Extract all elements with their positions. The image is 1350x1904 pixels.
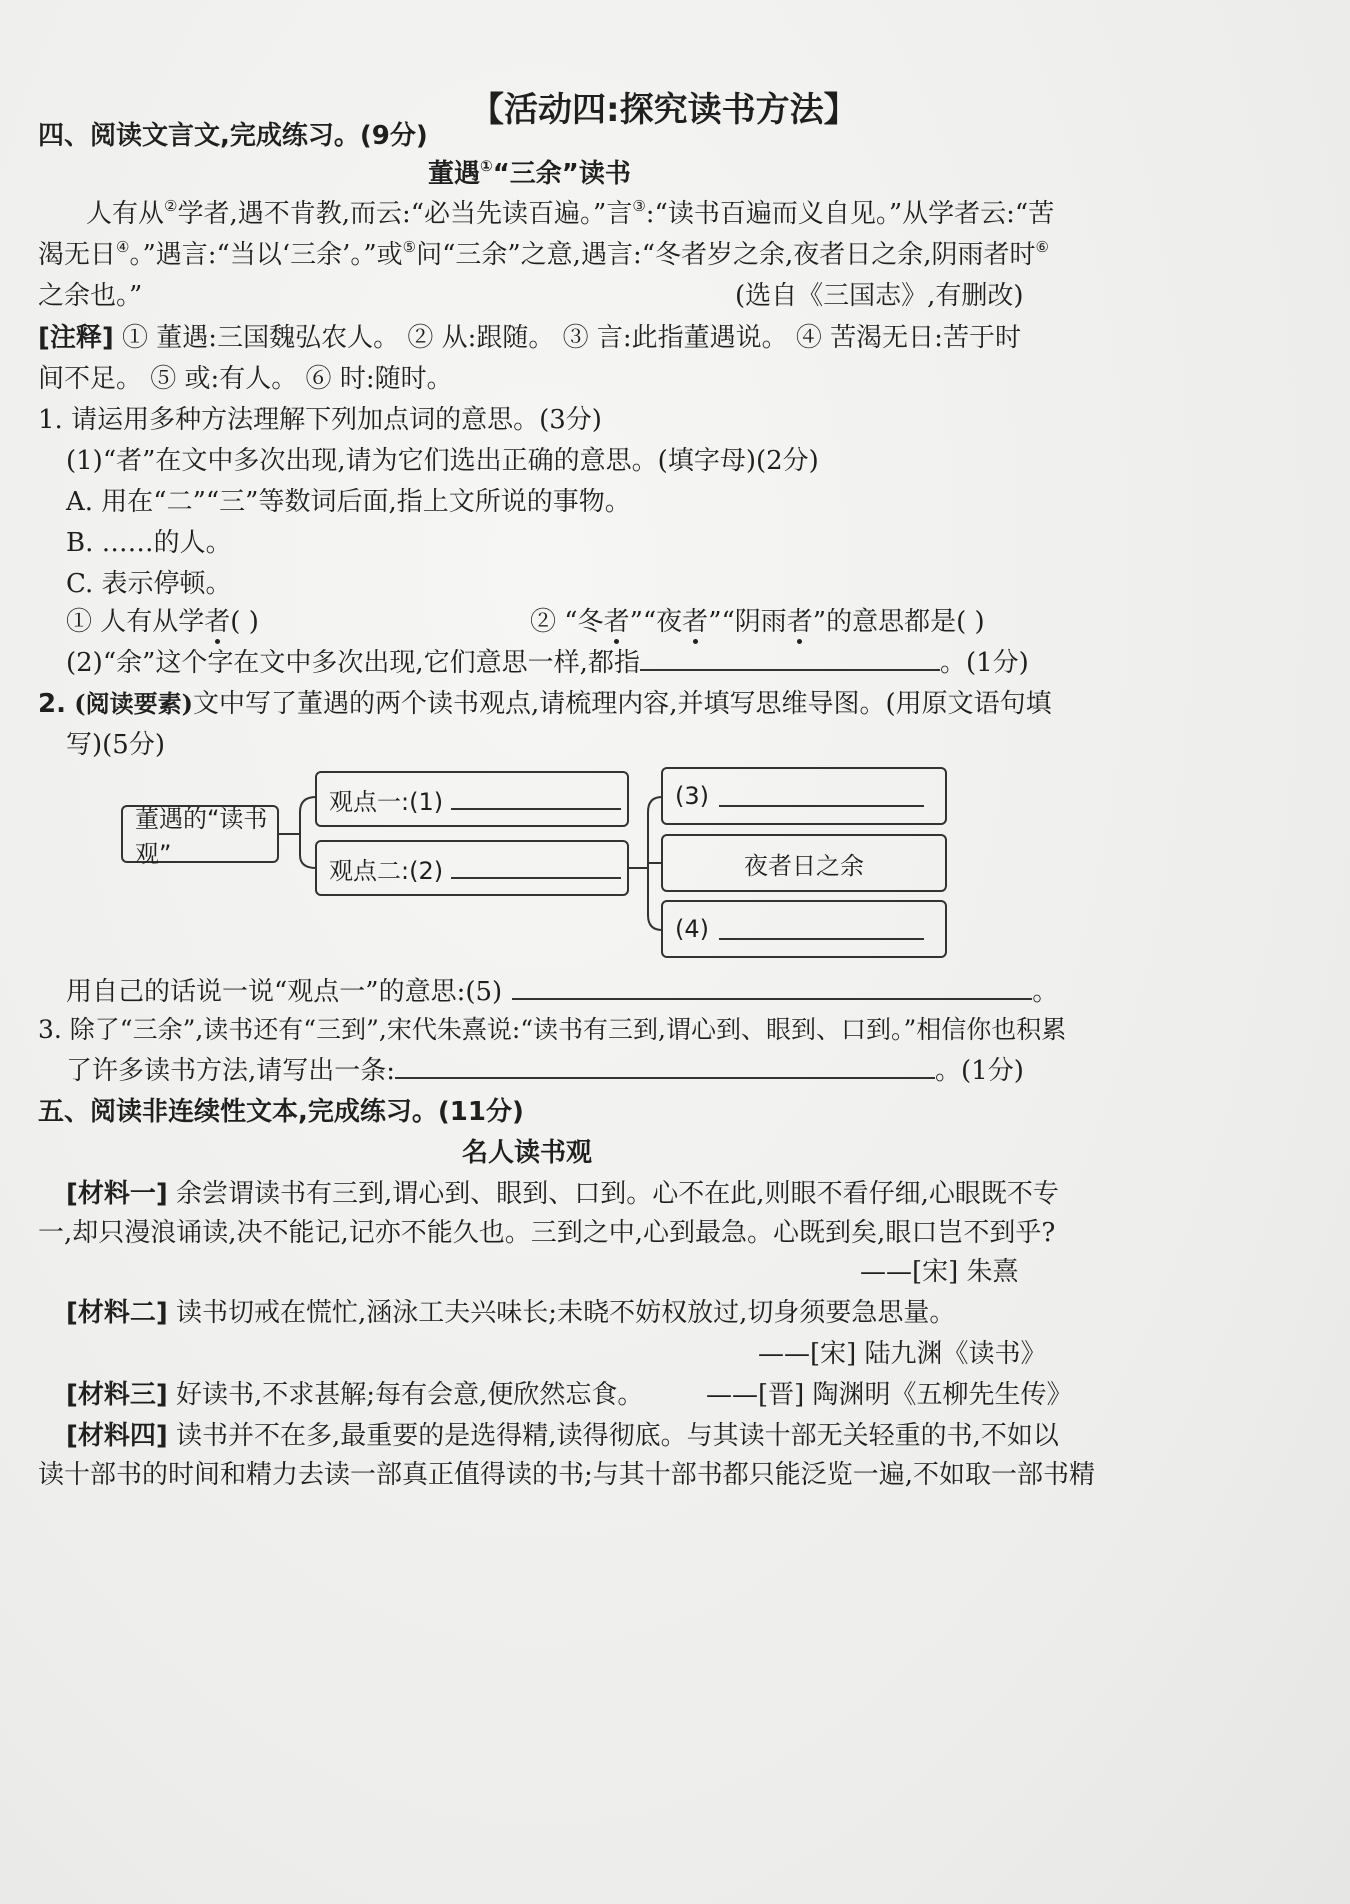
text: 用自己的话说一说“观点一”的意思:(5): [66, 977, 503, 1007]
text: 。(1分): [939, 648, 1029, 678]
material-label: [材料二]: [66, 1298, 168, 1328]
q1-option-c: C. 表示停顿。: [66, 569, 232, 599]
answer-blank[interactable]: [395, 1053, 935, 1079]
text: 。: [1032, 977, 1059, 1007]
text: 余尝谓读书有三到,谓心到、眼到、口到。心不在此,则眼不看仔细,心眼既不专: [176, 1179, 1059, 1209]
dotted-char: 者: [786, 607, 813, 637]
q3-line-2: [66, 1053, 1024, 1089]
material1-line-1: [66, 1176, 1059, 1212]
text: 。(1分): [935, 1056, 1024, 1086]
view2-label: 观点二:(2): [329, 856, 444, 885]
root-brace: [300, 797, 316, 868]
footnote-mark: ⑤: [402, 238, 417, 256]
dotted-char: 者: [682, 607, 709, 637]
text: :“读书百遍而义自见。”从学者云:“苦: [645, 199, 1055, 229]
branch4-label: (4): [675, 915, 709, 943]
q1-option-b: B. ……的人。: [66, 528, 232, 558]
material4-line-1: [66, 1418, 1059, 1454]
material-label: [材料四]: [66, 1421, 168, 1451]
footnote-mark: ①: [480, 157, 493, 175]
text: 学者,遇不肯教,而云:“必当先读百遍。”言: [177, 199, 633, 229]
text: 人有从: [86, 199, 165, 229]
material3-line-1: [66, 1377, 643, 1413]
material4-line-2: 读十部书的时间和精力去读一部真正值得读的书;与其十部书都只能泛览一遍,不如取一部书精: [38, 1460, 1096, 1490]
q2-own-words: [66, 974, 1058, 1010]
notes-label: [注释]: [38, 323, 114, 353]
notes-text: ① 董遇:三国魏弘农人。 ② 从:跟随。 ③ 言:此指董遇说。 ④ 苦渴无日:苦于时: [122, 323, 1021, 353]
mindmap-branch-4: [661, 900, 947, 958]
passage-title-tail: “三余”读书: [492, 159, 631, 189]
answer-blank[interactable]: [451, 857, 621, 879]
section5-title: 名人读书观: [462, 1138, 593, 1168]
footnote-mark: ⑥: [1035, 238, 1049, 256]
text: ”“阴雨: [708, 607, 787, 637]
section4-heading: 四、阅读文言文,完成练习。(9分): [38, 121, 428, 151]
text: ② “冬: [530, 607, 604, 637]
footnote-mark: ②: [164, 197, 178, 215]
q2-stem-line-2: 写)(5分): [66, 730, 165, 760]
q1-option-a: A. 用在“二”“三”等数词后面,指上文所说的事物。: [66, 487, 631, 517]
activity-title: 【活动四:探究读书方法】: [470, 90, 858, 130]
passage-title-main: 董遇: [428, 159, 481, 189]
dotted-char: 者: [603, 607, 630, 637]
answer-paren[interactable]: ( ): [230, 607, 259, 637]
material2-source: ——[宋] 陆九渊《读书》: [758, 1339, 1047, 1369]
material2-line-1: [66, 1295, 955, 1331]
footnote-mark: ③: [632, 197, 646, 215]
notes-line-2: 间不足。 ⑤ 或:有人。 ⑥ 时:随时。: [38, 364, 453, 394]
q1-stem: 1. 请运用多种方法理解下列加点词的意思。(3分): [38, 405, 602, 435]
text: 好读书,不求甚解;每有会意,便欣然忘食。: [176, 1380, 644, 1410]
mindmap-view1: [315, 771, 629, 827]
text: 渴无日: [38, 240, 117, 270]
text: (2)“余”这个字在文中多次出现,它们意思一样,都指: [66, 648, 640, 678]
answer-paren[interactable]: ”的意思都是( ): [812, 607, 985, 637]
view1-label: 观点一:(1): [329, 787, 444, 816]
passage-source: (选自《三国志》,有删改): [735, 281, 1024, 311]
dotted-char: 者: [204, 607, 231, 637]
answer-blank[interactable]: [719, 918, 924, 940]
q3-line-1: 3. 除了“三余”,读书还有“三到”,宋代朱熹说:“读书有三到,谓心到、眼到、口到。”相信你也积累: [38, 1015, 1067, 1044]
passage-line-3: 之余也。”: [38, 281, 143, 311]
branch3-label: (3): [675, 782, 709, 810]
text: 。”遇言:“当以‘三余’。”或: [129, 240, 403, 270]
material1-line-2: 一,却只漫浪诵读,决不能记,记亦不能久也。三到之中,心到最急。心既到矣,眼口岂不到乎?: [38, 1218, 1056, 1248]
q2-tag: (阅读要素): [74, 689, 193, 718]
text: ”“夜: [629, 607, 683, 637]
text: 文中写了董遇的两个读书观点,请梳理内容,并填写思维导图。(用原文语句填: [192, 689, 1052, 719]
mindmap-view2: [315, 840, 629, 896]
material-label: [材料一]: [66, 1179, 168, 1209]
material1-source: ——[宋] 朱熹: [860, 1257, 1019, 1287]
q2-number: 2.: [38, 689, 66, 719]
answer-blank[interactable]: [512, 974, 1032, 1000]
mindmap-branch-fixed: 夜者日之余: [661, 834, 947, 892]
text: 问“三余”之意,遇言:“冬者岁之余,夜者日之余,阴雨者时: [416, 240, 1036, 270]
text: ① 人有从学: [66, 607, 205, 637]
material3-source: ——[晋] 陶渊明《五柳先生传》: [706, 1380, 1073, 1410]
text: 读书切戒在慌忙,涵泳工夫兴味长;未晓不妨权放过,切身须要急思量。: [176, 1298, 956, 1328]
answer-blank[interactable]: [451, 788, 621, 810]
q1-sub1: (1)“者”在文中多次出现,请为它们选出正确的意思。(填字母)(2分): [66, 446, 819, 476]
material-label: [材料三]: [66, 1380, 168, 1410]
text: 了许多读书方法,请写出一条:: [66, 1056, 396, 1086]
mindmap-root: 董遇的“读书观”: [121, 805, 279, 863]
section5-heading: 五、阅读非连续性文本,完成练习。(11分): [38, 1097, 524, 1127]
answer-blank[interactable]: [719, 785, 924, 807]
footnote-mark: ④: [116, 238, 130, 256]
text: 读书并不在多,最重要的是选得精,读得彻底。与其读十部无关轻重的书,不如以: [176, 1421, 1059, 1451]
mindmap-branch-3: [661, 767, 947, 825]
